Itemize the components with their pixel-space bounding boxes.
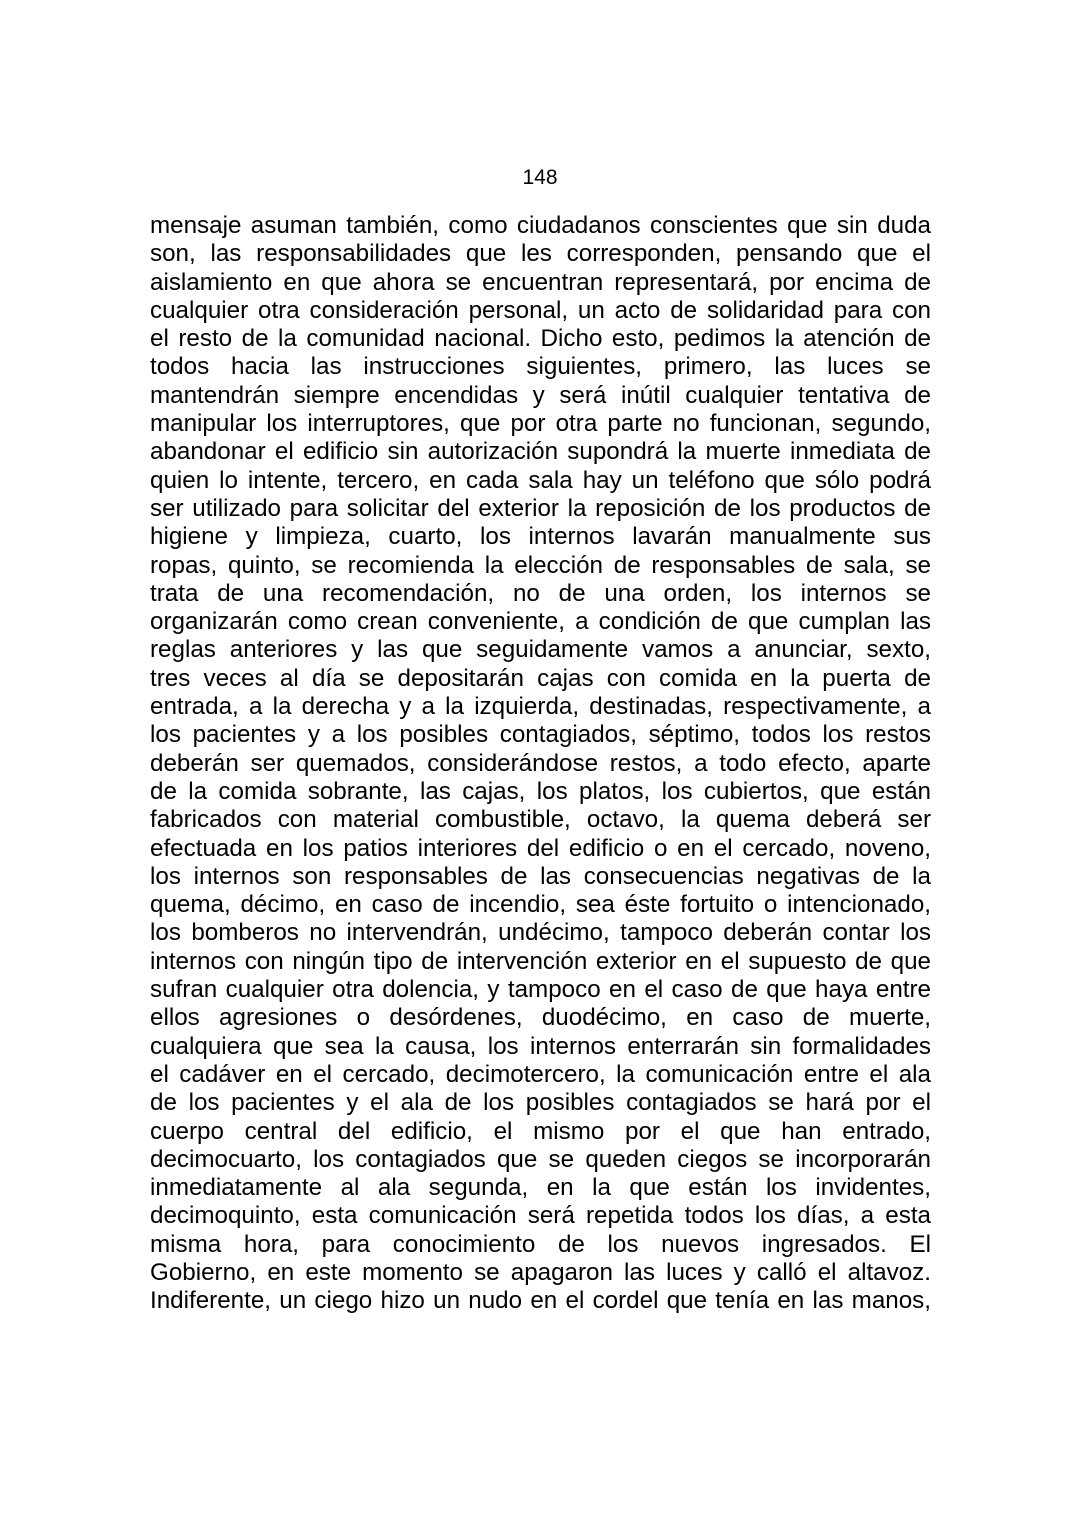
body-text	[150, 212, 931, 1316]
text-line: efectuada en los patios interiores del edificio o en el cercado, noveno,	[150, 834, 931, 862]
text-line: ellos agresiones o desórdenes, duodécimo, en caso de muerte,	[150, 1004, 931, 1032]
text-line: organizarán como crean conveniente, a condición de que cumplan las	[150, 608, 931, 636]
text-line: quema, décimo, en caso de incendio, sea éste fortuito o intencionado,	[150, 891, 931, 919]
text-line: Gobierno, en este momento se apagaron las luces y calló el altavoz.	[150, 1258, 931, 1286]
text-line: mantendrán siempre encendidas y será inútil cualquier tentativa de	[150, 381, 931, 409]
text-line: deberán ser quemados, considerándose restos, a todo efecto, aparte	[150, 749, 931, 777]
text-line: los bomberos no intervendrán, undécimo, tampoco deberán contar los	[150, 919, 931, 947]
text-line: misma hora, para conocimiento de los nuevos ingresados. El	[150, 1230, 931, 1258]
text-line: decimocuarto, los contagiados que se queden ciegos se incorporarán	[150, 1145, 931, 1173]
text-line: todos hacia las instrucciones siguientes, primero, las luces se	[150, 353, 931, 381]
text-line: cuerpo central del edificio, el mismo por el que han entrado,	[150, 1117, 931, 1145]
text-line: sufran cualquier otra dolencia, y tampoco en el caso de que haya entre	[150, 976, 931, 1004]
text-line: quien lo intente, tercero, en cada sala hay un teléfono que sólo podrá	[150, 466, 931, 494]
text-line: cualquier otra consideración personal, un acto de solidaridad para con	[150, 296, 931, 324]
text-line: el cadáver en el cercado, decimotercero, la comunicación entre el ala	[150, 1060, 931, 1088]
text-line: fabricados con material combustible, octavo, la quema deberá ser	[150, 806, 931, 834]
text-line: inmediatamente al ala segunda, en la que están los invidentes,	[150, 1174, 931, 1202]
text-line: el resto de la comunidad nacional. Dicho esto, pedimos la atención de	[150, 325, 931, 353]
text-line: abandonar el edificio sin autorización supondrá la muerte inmediata de	[150, 438, 931, 466]
text-line: internos con ningún tipo de intervención exterior en el supuesto de que	[150, 947, 931, 975]
page-number: 148	[522, 166, 558, 189]
text-line: los internos son responsables de las consecuencias negativas de la	[150, 862, 931, 890]
text-line: de la comida sobrante, las cajas, los platos, los cubiertos, que están	[150, 777, 931, 805]
text-line: tres veces al día se depositarán cajas con comida en la puerta de	[150, 664, 931, 692]
text-line: decimoquinto, esta comunicación será repetida todos los días, a esta	[150, 1202, 931, 1230]
text-line: trata de una recomendación, no de una orden, los internos se	[150, 579, 931, 607]
text-line: ropas, quinto, se recomienda la elección de responsables de sala, se	[150, 551, 931, 579]
text-line: higiene y limpieza, cuarto, los internos lavarán manualmente sus	[150, 523, 931, 551]
text-line: aislamiento en que ahora se encuentran representará, por encima de	[150, 268, 931, 296]
text-line: los pacientes y a los posibles contagiados, séptimo, todos los restos	[150, 721, 931, 749]
text-line: mensaje asuman también, como ciudadanos conscientes que sin duda	[150, 212, 931, 239]
text-line: entrada, a la derecha y a la izquierda, destinadas, respectivamente, a	[150, 693, 931, 721]
text-line: son, las responsabilidades que les corresponden, pensando que el	[150, 240, 931, 268]
text-line: cualquiera que sea la causa, los internos enterrarán sin formalidades	[150, 1032, 931, 1060]
text-line: ser utilizado para solicitar del exterior la reposición de los productos de	[150, 494, 931, 522]
text-line: manipular los interruptores, que por otra parte no funcionan, segundo,	[150, 410, 931, 438]
text-line: de los pacientes y el ala de los posibles contagiados se hará por el	[150, 1089, 931, 1117]
text-line: reglas anteriores y las que seguidamente vamos a anunciar, sexto,	[150, 636, 931, 664]
text-line: Indiferente, un ciego hizo un nudo en el cordel que tenía en las manos,	[150, 1287, 931, 1315]
